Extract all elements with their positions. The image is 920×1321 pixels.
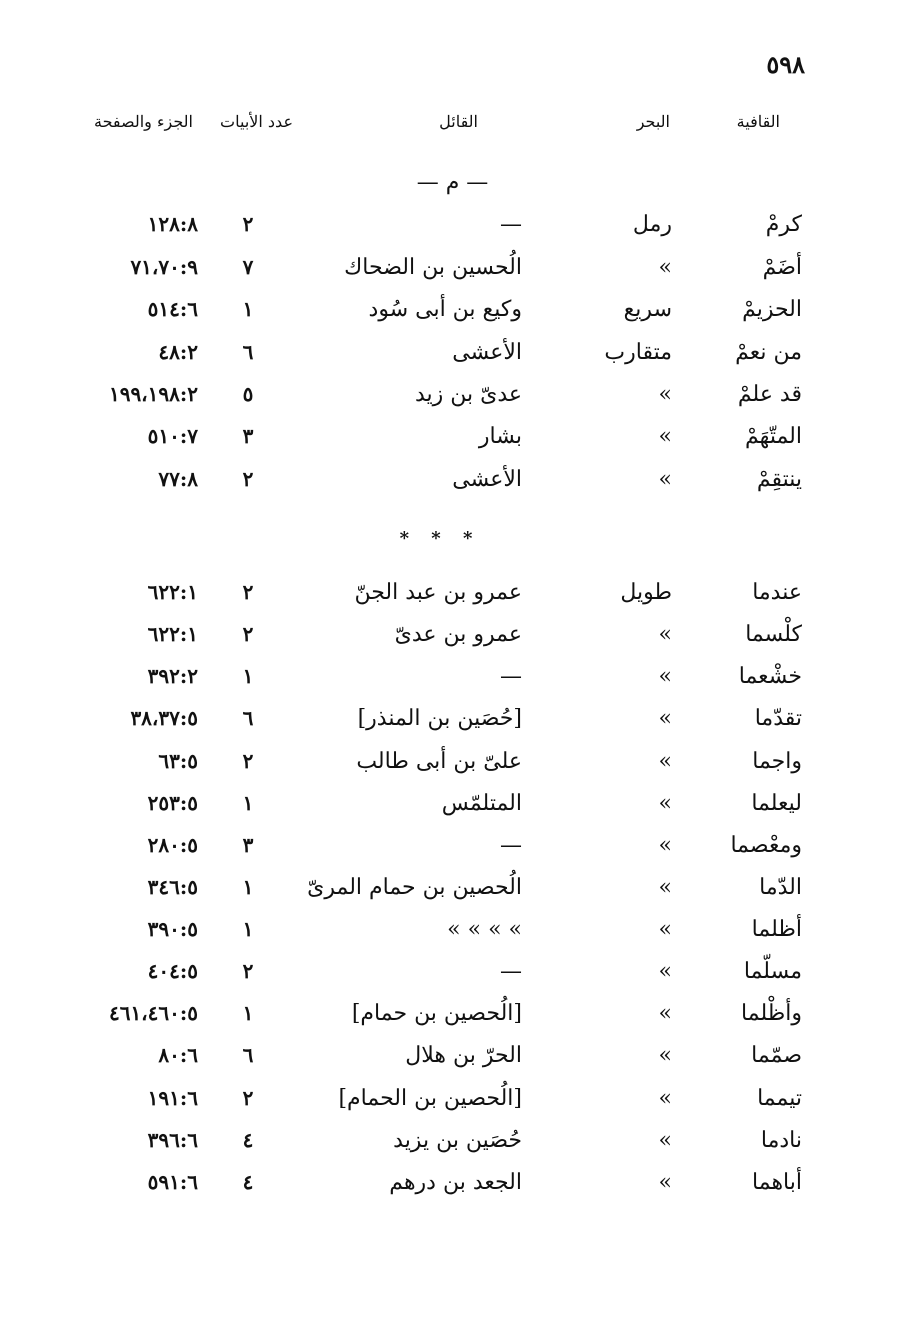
- qafiya-cell: مسلّما: [743, 959, 802, 984]
- count-cell: ٤: [242, 1170, 254, 1194]
- qafiya-cell: ينتقِمْ: [756, 467, 802, 492]
- ref-cell: ٧٧:٨: [158, 467, 198, 491]
- ref-cell: ٤٨:٢: [158, 340, 198, 364]
- count-cell: ٣: [242, 833, 254, 857]
- bahr-cell: »: [658, 467, 672, 492]
- count-cell: ١: [242, 917, 254, 941]
- ref-cell: ٣٨،٣٧:٥: [130, 706, 198, 730]
- ref-cell: ٢٥٣:٥: [147, 791, 198, 815]
- qail-cell: علىّ بن أبى طالب: [356, 749, 522, 774]
- bahr-cell: »: [658, 749, 672, 774]
- qail-cell: حُصَين بن يزيد: [393, 1128, 522, 1153]
- qafiya-cell: قد علمْ: [737, 382, 802, 407]
- qail-cell: الُحسين بن الضحاك: [344, 255, 522, 280]
- table-row: [0, 424, 920, 464]
- bahr-cell: »: [658, 833, 672, 858]
- qafiya-cell: ليعلما: [751, 791, 802, 816]
- qafiya-cell: من نعمْ: [735, 340, 802, 365]
- page-number: ٥٩٨: [766, 50, 805, 79]
- section-title: — م —: [416, 170, 489, 195]
- bahr-cell: سريع: [623, 297, 672, 322]
- qail-cell: المتلمّس: [441, 791, 522, 816]
- table-row: [0, 1043, 920, 1083]
- ref-cell: ١٢٨:٨: [147, 212, 198, 236]
- qail-cell: الُحصين بن حمام المرىّ: [307, 875, 522, 900]
- ref-cell: ٥١٤:٦: [147, 297, 198, 321]
- bahr-cell: »: [658, 1128, 672, 1153]
- bahr-cell: »: [658, 791, 672, 816]
- count-cell: ١: [242, 1001, 254, 1025]
- bahr-cell: »: [658, 917, 672, 942]
- qail-cell: [حُصَين بن المنذر]: [357, 706, 522, 731]
- count-cell: ٢: [242, 467, 254, 491]
- table-row: [0, 340, 920, 380]
- ref-cell: ٣٩٠:٥: [147, 917, 198, 941]
- ref-cell: ٦٢٢:١: [147, 580, 198, 604]
- header-ref: الجزء والصفحة: [93, 112, 193, 131]
- count-cell: ١: [242, 664, 254, 688]
- bahr-cell: »: [658, 424, 672, 449]
- count-cell: ٢: [242, 622, 254, 646]
- count-cell: ٣: [242, 424, 254, 448]
- qail-cell: —: [500, 664, 522, 689]
- table-row: [0, 467, 920, 507]
- bahr-cell: »: [658, 706, 672, 731]
- count-cell: ٢: [242, 212, 254, 236]
- bahr-cell: »: [658, 959, 672, 984]
- bahr-cell: »: [658, 1170, 672, 1195]
- qail-cell: الجعد بن درهم: [389, 1170, 522, 1195]
- table-row: [0, 212, 920, 252]
- table-row: [0, 749, 920, 789]
- bahr-cell: »: [658, 622, 672, 647]
- qafiya-cell: أظلما: [751, 917, 802, 942]
- bahr-cell: »: [658, 255, 672, 280]
- qafiya-cell: تيمما: [757, 1086, 802, 1111]
- ref-cell: ٦٣:٥: [158, 749, 198, 773]
- table-row: [0, 1170, 920, 1210]
- ref-cell: ٥١٠:٧: [147, 424, 198, 448]
- header-count: عدد الأبيات: [220, 112, 293, 131]
- table-row: [0, 917, 920, 957]
- qail-cell: عدىّ بن زيد: [414, 382, 522, 407]
- separator: * * *: [399, 528, 481, 549]
- qafiya-cell: المتّهَمْ: [745, 424, 802, 449]
- count-cell: ١: [242, 791, 254, 815]
- ref-cell: ٦٢٢:١: [147, 622, 198, 646]
- table-row: [0, 959, 920, 999]
- qafiya-cell: الحزيمْ: [742, 297, 802, 322]
- count-cell: ٦: [242, 1043, 254, 1067]
- qail-cell: » » » »: [447, 917, 522, 942]
- qail-cell: الأعشى: [452, 467, 522, 492]
- header-qail: القائل: [439, 112, 478, 131]
- table-row: [0, 1086, 920, 1126]
- bahr-cell: طويل: [620, 580, 672, 605]
- count-cell: ٥: [242, 382, 254, 406]
- count-cell: ٢: [242, 1086, 254, 1110]
- bahr-cell: »: [658, 664, 672, 689]
- qafiya-cell: نادما: [760, 1128, 802, 1153]
- qail-cell: وكيع بن أبى سُود: [368, 297, 522, 322]
- qafiya-cell: كرمْ: [765, 212, 802, 237]
- bahr-cell: »: [658, 1043, 672, 1068]
- ref-cell: ١٩٩،١٩٨:٢: [108, 382, 198, 406]
- bahr-cell: »: [658, 1086, 672, 1111]
- count-cell: ٦: [242, 706, 254, 730]
- count-cell: ١: [242, 297, 254, 321]
- table-row: [0, 255, 920, 295]
- ref-cell: ٧١،٧٠:٩: [130, 255, 198, 279]
- qafiya-cell: وأظْلما: [741, 1001, 802, 1026]
- qafiya-cell: أضَمْ: [762, 255, 802, 280]
- count-cell: ١: [242, 875, 254, 899]
- table-row: [0, 791, 920, 831]
- qafiya-cell: عندما: [752, 580, 802, 605]
- qail-cell: الأعشى: [452, 340, 522, 365]
- table-row: [0, 706, 920, 746]
- header-bahr: البحر: [636, 112, 670, 131]
- count-cell: ٢: [242, 959, 254, 983]
- qail-cell: عمرو بن عبد الجنّ: [354, 580, 522, 605]
- ref-cell: ٢٨٠:٥: [147, 833, 198, 857]
- table-row: [0, 622, 920, 662]
- table-row: [0, 297, 920, 337]
- qail-cell: [الُحصين بن حمام]: [351, 1001, 522, 1026]
- count-cell: ٧: [242, 255, 254, 279]
- ref-cell: ١٩١:٦: [147, 1086, 198, 1110]
- table-row: [0, 875, 920, 915]
- ref-cell: ٥٩١:٦: [147, 1170, 198, 1194]
- table-row: [0, 1128, 920, 1168]
- qafiya-cell: أباهما: [752, 1170, 802, 1195]
- header-qafiya: القافية: [736, 112, 780, 131]
- qafiya-cell: واجما: [752, 749, 802, 774]
- qail-cell: بشار: [478, 424, 522, 449]
- count-cell: ٢: [242, 749, 254, 773]
- qail-cell: —: [500, 833, 522, 858]
- ref-cell: ٣٩٢:٢: [147, 664, 198, 688]
- qail-cell: الحرّ بن هلال: [405, 1043, 522, 1068]
- qafiya-cell: الدّما: [759, 875, 802, 900]
- table-row: [0, 382, 920, 422]
- bahr-cell: »: [658, 382, 672, 407]
- table-row: [0, 664, 920, 704]
- qail-cell: —: [500, 959, 522, 984]
- count-cell: ٦: [242, 340, 254, 364]
- qail-cell: [الُحصين بن الحمام]: [338, 1086, 522, 1111]
- table-row: [0, 1001, 920, 1041]
- qafiya-cell: صمّما: [751, 1043, 802, 1068]
- qafiya-cell: ومعْصما: [730, 833, 802, 858]
- ref-cell: ٤٠٤:٥: [147, 959, 198, 983]
- bahr-cell: رمل: [632, 212, 672, 237]
- table-row: [0, 833, 920, 873]
- count-cell: ٤: [242, 1128, 254, 1152]
- ref-cell: ٣٩٦:٦: [147, 1128, 198, 1152]
- table-row: [0, 580, 920, 620]
- ref-cell: ٤٦١،٤٦٠:٥: [108, 1001, 198, 1025]
- count-cell: ٢: [242, 580, 254, 604]
- bahr-cell: متقارب: [604, 340, 672, 365]
- qail-cell: عمرو بن عدىّ: [394, 622, 522, 647]
- bahr-cell: »: [658, 1001, 672, 1026]
- qafiya-cell: كلْسما: [745, 622, 802, 647]
- qail-cell: —: [500, 212, 522, 237]
- ref-cell: ٣٤٦:٥: [147, 875, 198, 899]
- qafiya-cell: تقدّما: [754, 706, 802, 731]
- bahr-cell: »: [658, 875, 672, 900]
- qafiya-cell: خشْعما: [738, 664, 802, 689]
- ref-cell: ٨٠:٦: [158, 1043, 198, 1067]
